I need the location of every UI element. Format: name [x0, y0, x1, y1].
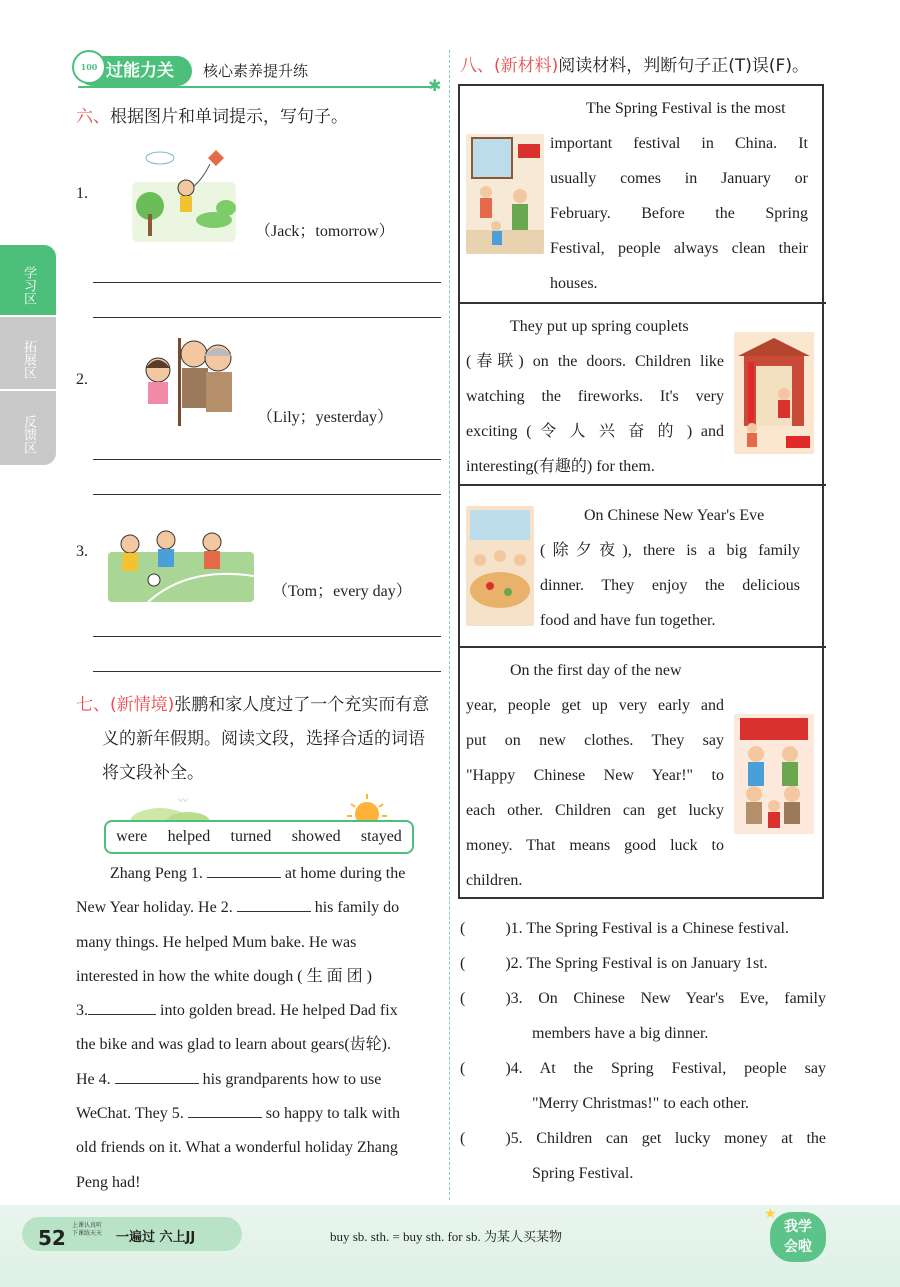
football-boys-picture: [108, 526, 254, 602]
passage-3-text: On Chinese New Year's Eve (除夕夜), there is a big family dinner. They enjoy the delicious food and have fun together.: [540, 507, 800, 629]
answer-bracket[interactable]: ( ): [460, 1130, 511, 1147]
footer-badge: 我学 会啦: [770, 1212, 826, 1262]
answer-line[interactable]: [93, 282, 441, 283]
footer-brand: 一遍过 六上JJ: [116, 1230, 196, 1245]
girl-grandparents-picture: [132, 332, 242, 428]
answer-bracket[interactable]: ( ): [460, 955, 511, 972]
column-divider: [449, 50, 450, 1200]
passage-1-text: The Spring Festival is the most important festival in China. It usually comes in January or February. Before the Spring Festival, people always clean their houses.: [550, 100, 808, 292]
word-bank: [104, 820, 414, 854]
badge-text: 100: [80, 62, 98, 72]
spring-couplets-picture: [734, 332, 814, 454]
answer-line[interactable]: [93, 459, 441, 460]
blank-4[interactable]: [115, 1065, 199, 1084]
statement-3: ( )3. On Chinese New Year's Eve, family members have a big dinner.: [460, 990, 826, 1042]
section8-title: 八、(新材料)阅读材料，判断句子正(T)误(F)。: [460, 56, 809, 76]
answer-line[interactable]: [93, 494, 441, 495]
kite-boy-picture: [130, 144, 238, 244]
word-option: were: [116, 828, 148, 845]
footer-tip: buy sb. sth. = buy sth. for sb. 为某人买某物: [330, 1229, 562, 1244]
section6-title: 六、根据图片和单词提示，写句子。: [76, 107, 348, 127]
q6-1-hint: （Jack；tomorrow）: [255, 223, 395, 240]
statement-2: ( )2. The Spring Festival is on January 1st.: [460, 955, 768, 972]
answer-bracket[interactable]: ( ): [460, 990, 511, 1007]
statement-4: ( )4. At the Spring Festival, people say "Merry Christmas!" to each other.: [460, 1060, 826, 1112]
banner-title: 过能力关: [106, 61, 174, 81]
footer-motto: 上课认真听 下课练天天: [72, 1222, 103, 1237]
answer-line[interactable]: [93, 317, 441, 318]
statement-1: ( )1. The Spring Festival is a Chinese festival.: [460, 920, 789, 937]
blank-5[interactable]: [188, 1099, 262, 1118]
passage-3: [460, 486, 826, 648]
bird-icon: 〰: [178, 796, 188, 807]
blank-1[interactable]: [207, 859, 281, 878]
q6-3-number: 3.: [76, 543, 88, 560]
logo-badge: [72, 50, 106, 84]
q6-1-number: 1.: [76, 185, 88, 202]
star-icon: ★: [764, 1206, 777, 1222]
passage-2-text: They put up spring couplets (春联) on the doors. Children like watching the fireworks. It's very exciting ( 令 人 兴 奋 的 ) and interesting(有趣的) for them.: [466, 318, 724, 475]
answer-line[interactable]: [93, 671, 441, 672]
page-number: 52: [38, 1226, 66, 1250]
q6-2-hint: （Lily；yesterday）: [257, 409, 393, 426]
word-option: showed: [291, 828, 341, 845]
q6-3-hint: （Tom；every day）: [272, 583, 412, 600]
tab-extend[interactable]: 拓展区: [0, 317, 56, 389]
statement-5: ( )5. Children can get lucky money at the Spring Festival.: [460, 1130, 826, 1182]
word-option: stayed: [360, 828, 402, 845]
answer-line[interactable]: [93, 636, 441, 637]
tab-study[interactable]: 学习区: [0, 245, 56, 315]
family-dinner-picture: [466, 506, 534, 626]
passage-1: [460, 86, 826, 304]
tab-feedback[interactable]: 反馈区: [0, 391, 56, 465]
passage-4-text: On the first day of the new year, people get up very early and put on new clothes. They say "Happy Chinese New Year!" to each other. Children can get lucky money. That means good luck to children.: [466, 662, 724, 889]
header-underline: [78, 86, 433, 88]
tf-statements: [460, 911, 826, 1191]
blank-3[interactable]: [88, 996, 156, 1015]
passage-2: [460, 304, 826, 486]
word-option: turned: [230, 828, 272, 845]
section7-passage: Zhang Peng 1. at home during the New Year holiday. He 2. his family do many things. He helped Mum bake. He was interested in how the white dough ( 生 面 团 ) 3. into golden bread. He helped Dad fix the bike and was glad to learn about gears(齿轮). He 4. his grandparents how to use WeChat. They 5. so happy to talk with old friends on it. What a wonderful holiday Zhang Peng had!: [76, 857, 442, 1200]
section7-title: 七、(新情境)张鹏和家人度过了一个充实而有意 义的新年假期。阅读文段，选择合适的词语 将文段补全。: [76, 695, 430, 783]
cleaning-house-picture: [466, 134, 544, 254]
q6-2-number: 2.: [76, 371, 88, 388]
answer-bracket[interactable]: ( ): [460, 920, 511, 937]
answer-bracket[interactable]: ( ): [460, 1060, 511, 1077]
reading-table: [458, 84, 824, 899]
banner-subtitle: 核心素养提升练: [203, 62, 309, 80]
word-option: helped: [167, 828, 211, 845]
star-icon: ✱: [428, 76, 442, 95]
new-year-family-picture: [734, 714, 814, 834]
blank-2[interactable]: [237, 893, 311, 912]
passage-4: [460, 648, 826, 898]
side-tabs: [0, 245, 56, 465]
